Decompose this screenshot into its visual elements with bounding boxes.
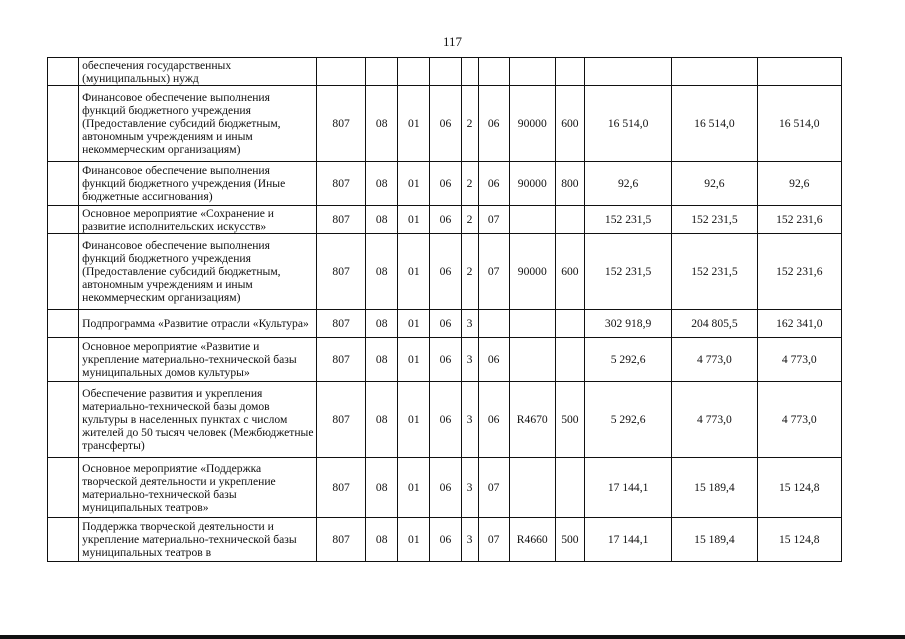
- subprogram-code-cell: 2: [461, 86, 478, 162]
- subprogram-code-cell: 2: [461, 234, 478, 310]
- amount-year-1-cell: 5 292,6: [584, 382, 671, 458]
- ministry-code-cell: 807: [317, 162, 366, 206]
- amount-year-2-cell: 152 231,5: [672, 234, 757, 310]
- amount-year-3-cell: 16 514,0: [757, 86, 841, 162]
- subsection-code-cell: 01: [398, 234, 430, 310]
- direction-code-cell: [509, 206, 555, 234]
- program-code-cell: 06: [430, 86, 461, 162]
- row-number-cell: [48, 338, 79, 382]
- amount-year-1-cell: 5 292,6: [584, 338, 671, 382]
- section-code-cell: 08: [366, 206, 398, 234]
- activity-code-cell: 07: [478, 518, 509, 562]
- section-code-cell: 08: [366, 518, 398, 562]
- amount-year-3-cell: 15 124,8: [757, 458, 841, 518]
- direction-code-cell: R4660: [509, 518, 555, 562]
- amount-year-2-cell: [672, 58, 757, 86]
- amount-year-2-cell: 152 231,5: [672, 206, 757, 234]
- amount-year-2-cell: 204 805,5: [672, 310, 757, 338]
- item-name-cell: Обеспечение развития и укрепления материально-технической базы домов культуры в населенных пунктах с числом жителей до 50 тысяч человек (Межбюджетные трансферты): [79, 382, 317, 458]
- section-code-cell: 08: [366, 234, 398, 310]
- subprogram-code-cell: [461, 58, 478, 86]
- direction-code-cell: [509, 338, 555, 382]
- direction-code-cell: R4670: [509, 382, 555, 458]
- subsection-code-cell: 01: [398, 518, 430, 562]
- section-code-cell: 08: [366, 162, 398, 206]
- section-code-cell: 08: [366, 458, 398, 518]
- section-code-cell: 08: [366, 338, 398, 382]
- table-row: [48, 382, 842, 458]
- expense-type-cell: 500: [555, 518, 584, 562]
- activity-code-cell: 06: [478, 338, 509, 382]
- expense-type-cell: 800: [555, 162, 584, 206]
- direction-code-cell: 90000: [509, 234, 555, 310]
- item-name-cell: Финансовое обеспечение выполнения функций бюджетного учреждения (Предоставление субсидий бюджетным, автономным учреждениям и иным некоммерческим организациям): [79, 86, 317, 162]
- expense-type-cell: [555, 458, 584, 518]
- page-bottom-edge: [0, 635, 905, 639]
- item-name-cell: Основное мероприятие «Развитие и укрепление материально-технической базы муниципальных домов культуры»: [79, 338, 317, 382]
- ministry-code-cell: 807: [317, 518, 366, 562]
- direction-code-cell: [509, 310, 555, 338]
- item-name-cell: обеспечения государственных (муниципальных) нужд: [79, 58, 317, 86]
- amount-year-3-cell: 4 773,0: [757, 382, 841, 458]
- amount-year-1-cell: [584, 58, 671, 86]
- amount-year-1-cell: 17 144,1: [584, 518, 671, 562]
- amount-year-2-cell: 15 189,4: [672, 518, 757, 562]
- expense-type-cell: 500: [555, 382, 584, 458]
- amount-year-1-cell: 16 514,0: [584, 86, 671, 162]
- section-code-cell: [366, 58, 398, 86]
- program-code-cell: 06: [430, 234, 461, 310]
- program-code-cell: 06: [430, 518, 461, 562]
- row-number-cell: [48, 234, 79, 310]
- subprogram-code-cell: 3: [461, 458, 478, 518]
- row-number-cell: [48, 458, 79, 518]
- ministry-code-cell: 807: [317, 382, 366, 458]
- table-row: [48, 310, 842, 338]
- subsection-code-cell: [398, 58, 430, 86]
- section-code-cell: 08: [366, 382, 398, 458]
- amount-year-1-cell: 152 231,5: [584, 206, 671, 234]
- amount-year-2-cell: 4 773,0: [672, 338, 757, 382]
- subprogram-code-cell: 3: [461, 310, 478, 338]
- ministry-code-cell: 807: [317, 86, 366, 162]
- subprogram-code-cell: 3: [461, 338, 478, 382]
- program-code-cell: [430, 58, 461, 86]
- expense-type-cell: [555, 58, 584, 86]
- activity-code-cell: [478, 310, 509, 338]
- page-number: 117: [442, 34, 463, 49]
- expense-type-cell: [555, 338, 584, 382]
- amount-year-2-cell: 15 189,4: [672, 458, 757, 518]
- amount-year-1-cell: 302 918,9: [584, 310, 671, 338]
- amount-year-2-cell: 4 773,0: [672, 382, 757, 458]
- table-row: [48, 86, 842, 162]
- item-name-cell: Основное мероприятие «Поддержка творческой деятельности и укрепление материально-технической базы муниципальных театров»: [79, 458, 317, 518]
- subsection-code-cell: 01: [398, 338, 430, 382]
- item-name-cell: Финансовое обеспечение выполнения функций бюджетного учреждения (Иные бюджетные ассигнования): [79, 162, 317, 206]
- ministry-code-cell: 807: [317, 206, 366, 234]
- program-code-cell: 06: [430, 382, 461, 458]
- subprogram-code-cell: 2: [461, 206, 478, 234]
- row-number-cell: [48, 518, 79, 562]
- row-number-cell: [48, 310, 79, 338]
- direction-code-cell: 90000: [509, 162, 555, 206]
- ministry-code-cell: 807: [317, 234, 366, 310]
- expense-type-cell: 600: [555, 234, 584, 310]
- section-code-cell: 08: [366, 86, 398, 162]
- row-number-cell: [48, 58, 79, 86]
- subsection-code-cell: 01: [398, 86, 430, 162]
- program-code-cell: 06: [430, 338, 461, 382]
- subprogram-code-cell: 3: [461, 518, 478, 562]
- table-row: [48, 518, 842, 562]
- amount-year-1-cell: 92,6: [584, 162, 671, 206]
- table-row: [48, 58, 842, 86]
- section-code-cell: 08: [366, 310, 398, 338]
- table-row: [48, 338, 842, 382]
- program-code-cell: 06: [430, 310, 461, 338]
- program-code-cell: 06: [430, 206, 461, 234]
- subsection-code-cell: 01: [398, 162, 430, 206]
- activity-code-cell: 06: [478, 86, 509, 162]
- subsection-code-cell: 01: [398, 382, 430, 458]
- activity-code-cell: 07: [478, 206, 509, 234]
- ministry-code-cell: 807: [317, 458, 366, 518]
- table-row: [48, 234, 842, 310]
- activity-code-cell: [478, 58, 509, 86]
- ministry-code-cell: 807: [317, 338, 366, 382]
- item-name-cell: Поддержка творческой деятельности и укрепление материально-технической базы муниципальных театров в: [79, 518, 317, 562]
- item-name-cell: Подпрограмма «Развитие отрасли «Культура»: [79, 310, 317, 338]
- row-number-cell: [48, 206, 79, 234]
- direction-code-cell: [509, 458, 555, 518]
- expense-type-cell: 600: [555, 86, 584, 162]
- expense-type-cell: [555, 206, 584, 234]
- expense-type-cell: [555, 310, 584, 338]
- ministry-code-cell: [317, 58, 366, 86]
- activity-code-cell: 06: [478, 382, 509, 458]
- activity-code-cell: 07: [478, 458, 509, 518]
- amount-year-2-cell: 92,6: [672, 162, 757, 206]
- amount-year-3-cell: [757, 58, 841, 86]
- subsection-code-cell: 01: [398, 206, 430, 234]
- row-number-cell: [48, 86, 79, 162]
- amount-year-3-cell: 4 773,0: [757, 338, 841, 382]
- activity-code-cell: 06: [478, 162, 509, 206]
- subsection-code-cell: 01: [398, 458, 430, 518]
- amount-year-3-cell: 15 124,8: [757, 518, 841, 562]
- direction-code-cell: 90000: [509, 86, 555, 162]
- row-number-cell: [48, 382, 79, 458]
- amount-year-3-cell: 152 231,6: [757, 206, 841, 234]
- item-name-cell: Основное мероприятие «Сохранение и развитие исполнительских искусств»: [79, 206, 317, 234]
- item-name-cell: Финансовое обеспечение выполнения функций бюджетного учреждения (Предоставление субсидий бюджетным, автономным учреждениям и иным некоммерческим организациям): [79, 234, 317, 310]
- row-number-cell: [48, 162, 79, 206]
- amount-year-3-cell: 152 231,6: [757, 234, 841, 310]
- subsection-code-cell: 01: [398, 310, 430, 338]
- program-code-cell: 06: [430, 162, 461, 206]
- direction-code-cell: [509, 58, 555, 86]
- amount-year-2-cell: 16 514,0: [672, 86, 757, 162]
- budget-table: [47, 57, 842, 562]
- activity-code-cell: 07: [478, 234, 509, 310]
- amount-year-1-cell: 17 144,1: [584, 458, 671, 518]
- table-row: [48, 458, 842, 518]
- amount-year-3-cell: 162 341,0: [757, 310, 841, 338]
- subprogram-code-cell: 3: [461, 382, 478, 458]
- program-code-cell: 06: [430, 458, 461, 518]
- amount-year-1-cell: 152 231,5: [584, 234, 671, 310]
- ministry-code-cell: 807: [317, 310, 366, 338]
- subprogram-code-cell: 2: [461, 162, 478, 206]
- amount-year-3-cell: 92,6: [757, 162, 841, 206]
- table-row: [48, 206, 842, 234]
- table-row: [48, 162, 842, 206]
